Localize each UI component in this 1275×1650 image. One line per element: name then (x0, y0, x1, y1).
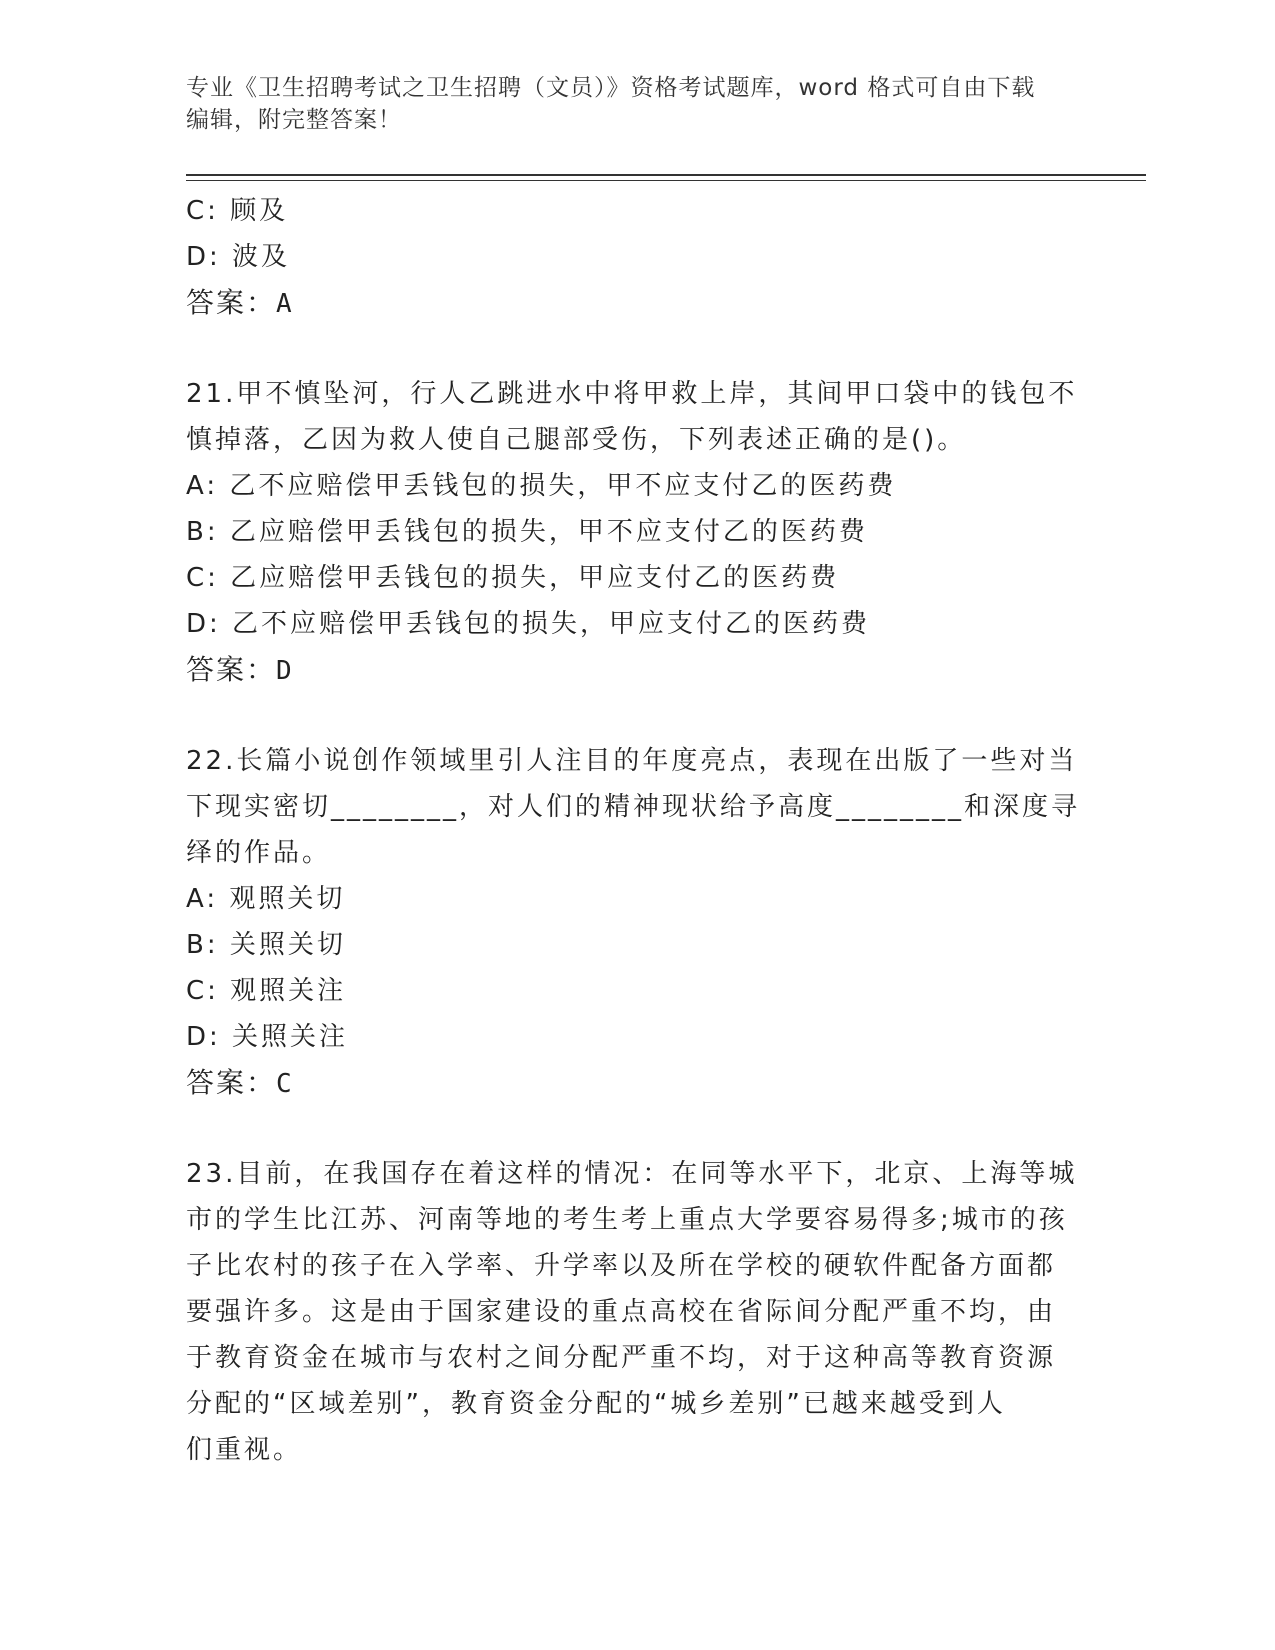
question-text-line: 23.目前，在我国存在着这样的情况：在同等水平下，北京、上海等城 (186, 1159, 1078, 1189)
option-c: C: 观照关注 (186, 976, 347, 1006)
question-content (186, 188, 1086, 1473)
header-line-1: 专业《卫生招聘考试之卫生招聘（文员）》资格考试题库，word 格式可自由下载 (186, 75, 1036, 101)
header-line-2: 编辑，附完整答案！ (186, 107, 402, 133)
page-header (186, 72, 1066, 136)
option-b: B: 关照关切 (186, 930, 346, 960)
question-text-line: 慎掉落，乙因为救人使自己腿部受伤，下列表述正确的是()。 (186, 425, 967, 455)
question-20-tail (186, 188, 1086, 327)
option-d: D: 乙不应赔偿甲丢钱包的损失，甲应支付乙的医药费 (186, 609, 871, 639)
option-a: A: 观照关切 (186, 884, 346, 914)
question-text-line: 要强许多。这是由于国家建设的重点高校在省际间分配严重不均，由 (186, 1297, 1057, 1327)
header-divider-thick (186, 174, 1146, 176)
header-divider-thin (186, 180, 1146, 181)
question-text-line: 下现实密切________，对人们的精神现状给予高度________和深度寻 (186, 792, 1081, 822)
answer-line (186, 647, 1086, 694)
option-a: A: 乙不应赔偿甲丢钱包的损失，甲不应支付乙的医药费 (186, 471, 897, 501)
answer-value: A (276, 289, 294, 319)
answer-label: 答案： (186, 653, 277, 686)
answer-line (186, 280, 1086, 327)
question-text-line: 于教育资金在城市与农村之间分配严重不均，对于这种高等教育资源 (186, 1343, 1057, 1373)
spacer (186, 694, 1086, 738)
question-23 (186, 1151, 1086, 1473)
question-21 (186, 371, 1086, 694)
answer-label: 答案： (186, 286, 277, 319)
question-text-line: 市的学生比江苏、河南等地的考生考上重点大学要容易得多;城市的孩 (186, 1205, 1068, 1235)
question-text-line: 21.甲不慎坠河，行人乙跳进水中将甲救上岸，其间甲口袋中的钱包不 (186, 379, 1078, 409)
question-text-line: 分配的“区域差别”，教育资金分配的“城乡差别”已越来越受到人 (186, 1389, 1006, 1419)
option-d: D: 关照关注 (186, 1022, 349, 1052)
spacer (186, 327, 1086, 371)
option-b: B: 乙应赔偿甲丢钱包的损失，甲不应支付乙的医药费 (186, 517, 868, 547)
question-text-line: 们重视。 (186, 1435, 303, 1465)
spacer (186, 1107, 1086, 1151)
question-text-line: 22.长篇小说创作领域里引人注目的年度亮点，表现在出版了一些对当 (186, 746, 1078, 776)
answer-value: C (276, 1069, 294, 1099)
question-22 (186, 738, 1086, 1107)
question-text-line: 子比农村的孩子在入学率、升学率以及所在学校的硬软件配备方面都 (186, 1251, 1057, 1281)
option-c: C: 顾及 (186, 196, 289, 226)
option-d: D: 波及 (186, 242, 291, 272)
answer-line (186, 1060, 1086, 1107)
answer-label: 答案： (186, 1066, 277, 1099)
option-c: C: 乙应赔偿甲丢钱包的损失，甲应支付乙的医药费 (186, 563, 840, 593)
question-text-line: 绎的作品。 (186, 838, 332, 868)
answer-value: D (276, 656, 294, 686)
